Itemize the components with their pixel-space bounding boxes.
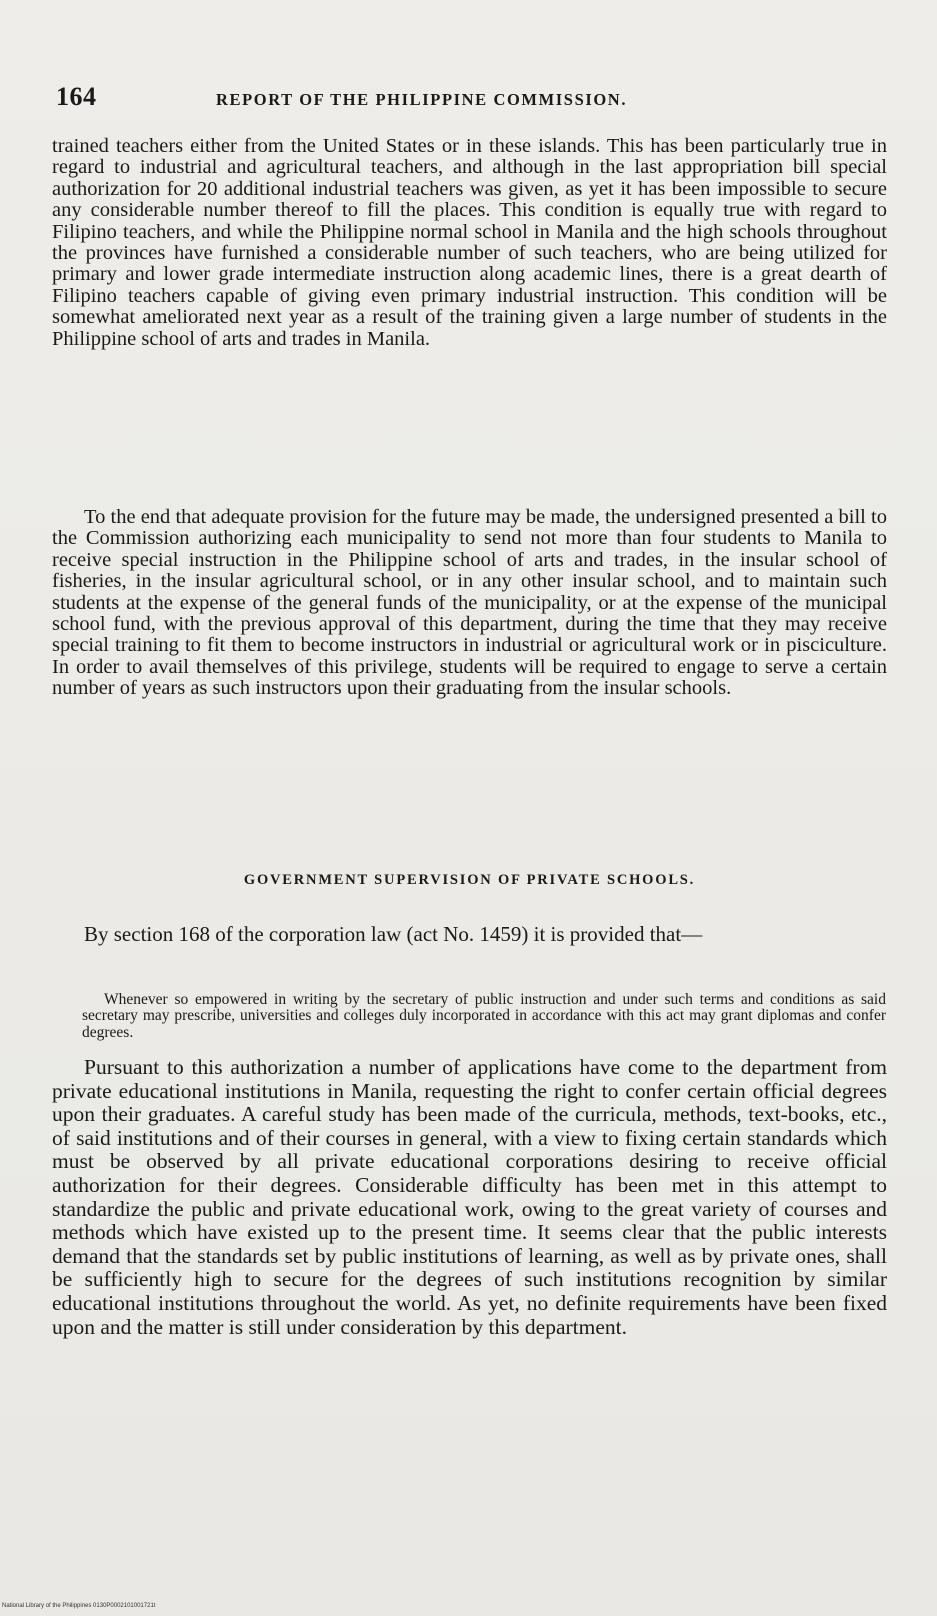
running-head: REPORT OF THE PHILIPPINE COMMISSION.: [216, 90, 628, 109]
section-heading: GOVERNMENT SUPERVISION OF PRIVATE SCHOOLS.: [243, 872, 696, 888]
page-number: 164: [56, 82, 97, 111]
paragraph-1: trained teachers either from the United States or in these islands. This has been particularly true in regard to industrial and agricultural teachers, and although in the last appropriation bill special authorization for 20 additional industrial teachers was given, as yet it has been impossible to secure any considerable number thereof to fill the places. This condition is equally true with regard to Filipino teachers, and while the Philippine normal school in Manila and the high schools throughout the provinces have furnished a considerable number of such teachers, who are being utilized for primary and lower grade intermediate instruction along academic lines, there is a great dearth of Filipino teachers capable of giving even primary industrial instruction. This condition will be somewhat ameliorated next year as a result of the training given a large number of students in the Philippine school of arts and trades in Manila.: [52, 135, 887, 350]
scan-footer-note: National Library of the Philippines 0130P0002101001721t: [2, 1603, 156, 1609]
page-header: [56, 82, 886, 114]
paragraph-4: Pursuant to this authorization a number of applications have come to the department from private educational institutions in Manila, requesting the right to confer certain official degrees upon their graduates. A careful study has been made of the curricula, methods, text-books, etc., of said institutions and of their courses in general, with a view to fixing certain standards which must be observed by all private educational corporations desiring to receive official authorization for their degrees. Considerable difficulty has been met in this attempt to standardize the public and private educational work, owing to the great variety of courses and methods which have existed up to the present time. It seems clear that the public interests demand that the standards set by public institutions of learning, as well as by private ones, shall be sufficiently high to secure for the degrees of such institutions recognition by similar educational institutions throughout the world. As yet, no definite requirements have been fixed upon and the matter is still under consideration by this department.: [52, 1055, 887, 1339]
paragraph-3: By section 168 of the corporation law (act No. 1459) it is provided that—: [84, 922, 703, 946]
paragraph-2: To the end that adequate provision for the future may be made, the undersigned presented a bill to the Commission authorizing each municipality to send not more than four students to Manila to receive special instruction in the Philippine school of arts and trades, in the insular school of fisheries, in the insular agricultural school, or in any other insular school, and to maintain such students at the expense of the general funds of the municipality, or at the expense of the municipal school fund, with the previous approval of this department, during the time that they may receive special training to fit them to become instructors in industrial or agricultural work or in pisciculture. In order to avail themselves of this privilege, students will be required to engage to serve a certain number of years as such instructors upon their graduating from the insular schools.: [52, 506, 887, 700]
block-quote: Whenever so empowered in writing by the secretary of public instruction and under such terms and conditions as said secretary may prescribe, universities and colleges duly incorporated in accordance with this act may grant diplomas and confer degrees.: [82, 991, 886, 1041]
